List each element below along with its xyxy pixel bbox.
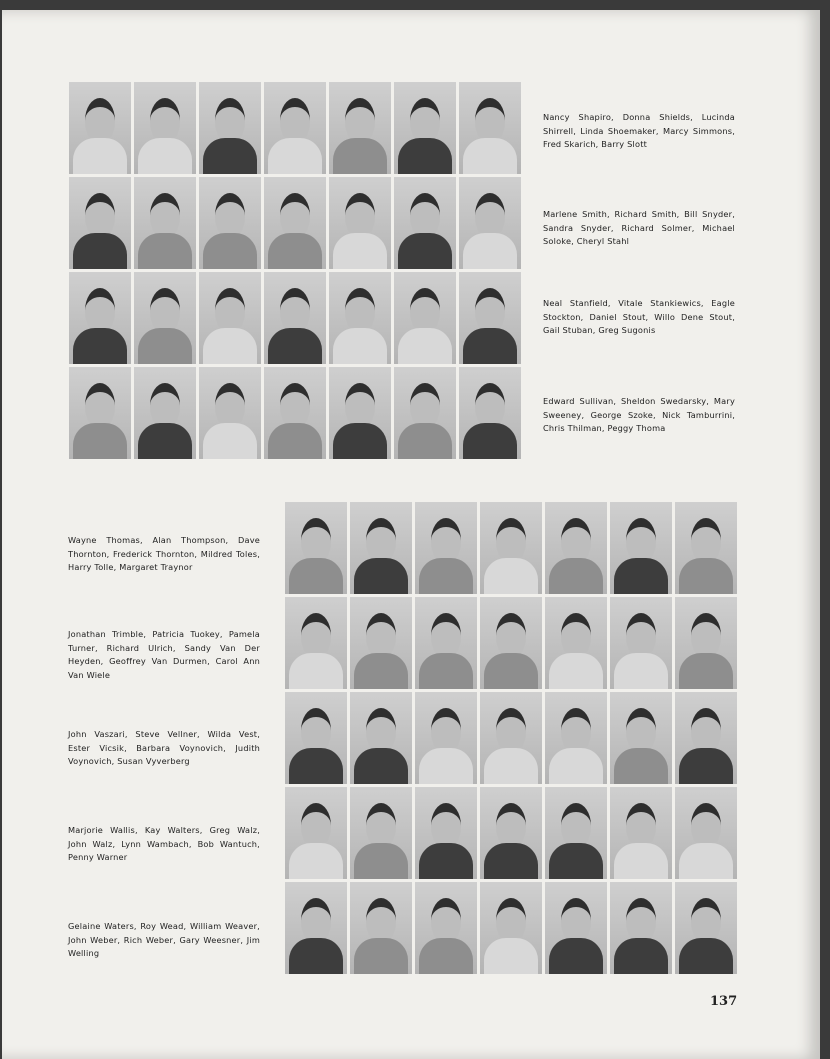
portrait-photo bbox=[480, 787, 542, 879]
bottom-photo-grid bbox=[285, 502, 740, 977]
portrait-photo bbox=[480, 882, 542, 974]
portrait-photo bbox=[69, 82, 131, 174]
portrait-photo bbox=[350, 692, 412, 784]
portrait-photo bbox=[415, 597, 477, 689]
portrait-photo bbox=[480, 692, 542, 784]
portrait-photo bbox=[675, 787, 737, 879]
name-caption: Marjorie Wallis, Kay Walters, Greg Walz, John Walz, Lynn Wambach, Bob Wantuch, Penny Warner bbox=[68, 825, 260, 862]
photo-row bbox=[285, 502, 740, 594]
portrait-photo bbox=[459, 82, 521, 174]
name-caption: Neal Stanfield, Vitale Stankiewics, Eagle Stockton, Daniel Stout, Willo Dene Stout, Gail Stuban, Greg Sugonis bbox=[543, 298, 735, 335]
portrait-photo bbox=[459, 367, 521, 459]
portrait-photo bbox=[285, 502, 347, 594]
portrait-photo bbox=[329, 272, 391, 364]
portrait-photo bbox=[610, 502, 672, 594]
photo-row bbox=[69, 177, 524, 269]
portrait-photo bbox=[394, 367, 456, 459]
name-caption: Gelaine Waters, Roy Wead, William Weaver, John Weber, Rich Weber, Gary Weesner, Jim Welling bbox=[68, 921, 260, 958]
portrait-photo bbox=[264, 82, 326, 174]
photo-row bbox=[69, 272, 524, 364]
portrait-photo bbox=[350, 882, 412, 974]
photo-row bbox=[285, 597, 740, 689]
portrait-photo bbox=[329, 367, 391, 459]
yearbook-page bbox=[2, 10, 820, 1059]
portrait-photo bbox=[675, 597, 737, 689]
portrait-photo bbox=[480, 502, 542, 594]
portrait-photo bbox=[459, 177, 521, 269]
portrait-photo bbox=[350, 787, 412, 879]
portrait-photo bbox=[134, 82, 196, 174]
portrait-photo bbox=[394, 82, 456, 174]
portrait-photo bbox=[415, 787, 477, 879]
portrait-photo bbox=[675, 692, 737, 784]
portrait-photo bbox=[69, 367, 131, 459]
name-caption: John Vaszari, Steve Vellner, Wilda Vest, Ester Vicsik, Barbara Voynovich, Judith Voynovich, Susan Vyverberg bbox=[68, 729, 260, 766]
portrait-photo bbox=[199, 272, 261, 364]
portrait-photo bbox=[610, 597, 672, 689]
portrait-photo bbox=[199, 82, 261, 174]
name-caption: Edward Sullivan, Sheldon Swedarsky, Mary Sweeney, George Szoke, Nick Tamburrini, Chris Thilman, Peggy Thoma bbox=[543, 396, 735, 433]
portrait-photo bbox=[134, 177, 196, 269]
page-number: 137 bbox=[710, 994, 738, 1009]
portrait-photo bbox=[610, 787, 672, 879]
portrait-photo bbox=[285, 882, 347, 974]
portrait-photo bbox=[134, 367, 196, 459]
portrait-photo bbox=[69, 272, 131, 364]
portrait-photo bbox=[329, 82, 391, 174]
portrait-photo bbox=[264, 367, 326, 459]
portrait-photo bbox=[545, 692, 607, 784]
portrait-photo bbox=[394, 177, 456, 269]
portrait-photo bbox=[480, 597, 542, 689]
portrait-photo bbox=[134, 272, 196, 364]
photo-row bbox=[69, 82, 524, 174]
portrait-photo bbox=[69, 177, 131, 269]
name-caption: Wayne Thomas, Alan Thompson, Dave Thornton, Frederick Thornton, Mildred Toles, Harry Tolle, Margaret Traynor bbox=[68, 535, 260, 572]
top-photo-grid bbox=[69, 82, 524, 462]
name-caption: Nancy Shapiro, Donna Shields, Lucinda Shirrell, Linda Shoemaker, Marcy Simmons, Fred Skarich, Barry Slott bbox=[543, 112, 735, 149]
photo-row bbox=[285, 692, 740, 784]
portrait-photo bbox=[415, 502, 477, 594]
photo-row bbox=[285, 882, 740, 974]
portrait-photo bbox=[394, 272, 456, 364]
name-caption: Marlene Smith, Richard Smith, Bill Snyder, Sandra Snyder, Richard Solmer, Michael Soloke, Cheryl Stahl bbox=[543, 209, 735, 246]
portrait-photo bbox=[350, 597, 412, 689]
portrait-photo bbox=[329, 177, 391, 269]
photo-row bbox=[285, 787, 740, 879]
portrait-photo bbox=[610, 882, 672, 974]
photo-row bbox=[69, 367, 524, 459]
portrait-photo bbox=[350, 502, 412, 594]
portrait-photo bbox=[610, 692, 672, 784]
portrait-photo bbox=[199, 177, 261, 269]
portrait-photo bbox=[285, 597, 347, 689]
portrait-photo bbox=[285, 692, 347, 784]
portrait-photo bbox=[545, 502, 607, 594]
portrait-photo bbox=[415, 882, 477, 974]
portrait-photo bbox=[545, 597, 607, 689]
portrait-photo bbox=[675, 882, 737, 974]
portrait-photo bbox=[545, 882, 607, 974]
portrait-photo bbox=[415, 692, 477, 784]
portrait-photo bbox=[675, 502, 737, 594]
portrait-photo bbox=[459, 272, 521, 364]
portrait-photo bbox=[264, 272, 326, 364]
portrait-photo bbox=[545, 787, 607, 879]
portrait-photo bbox=[199, 367, 261, 459]
portrait-photo bbox=[264, 177, 326, 269]
name-caption: Jonathan Trimble, Patricia Tuokey, Pamela Turner, Richard Ulrich, Sandy Van Der Heyden, Geoffrey Van Durmen, Carol Ann Van Wiele bbox=[68, 629, 260, 680]
portrait-photo bbox=[285, 787, 347, 879]
